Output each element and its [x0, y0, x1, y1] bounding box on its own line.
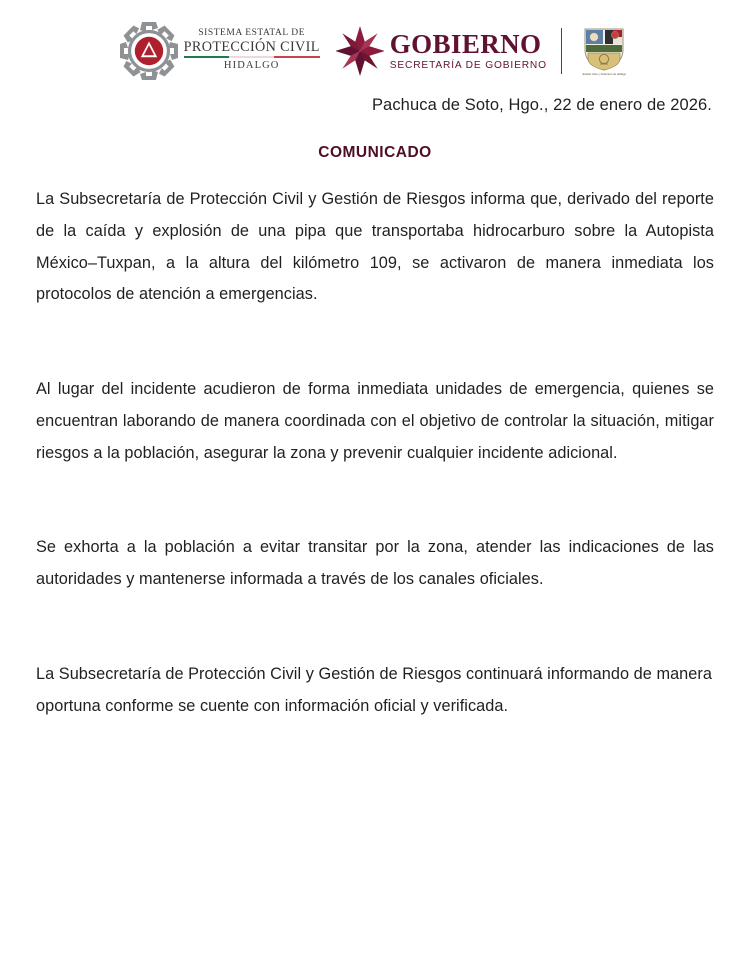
proteccion-civil-greca-triangle-logo-icon	[118, 20, 180, 82]
page-title: COMUNICADO	[318, 144, 432, 161]
proteccion-civil-logo	[118, 20, 320, 82]
logo-group	[118, 20, 633, 82]
gobierno-subtitle: SECRETARÍA DE GOBIERNO	[389, 59, 547, 71]
vertical-divider-icon	[561, 28, 562, 74]
gobierno-eight-point-star-logo-icon	[336, 25, 384, 77]
paragraph-2: Al lugar del incidente acudieron de forma inmediata unidades de emergencia, quienes se encuentran laborando de manera coordinada con el objetivo de controlar la situación, mitigar riesgos a la población, asegurar la zona y prevenir cualquier incidente adicional.	[36, 380, 714, 462]
gobierno-wordmark	[389, 28, 547, 71]
hidalgo-coat-of-arms-icon	[582, 26, 626, 72]
tricolor-rule	[184, 56, 320, 59]
header-logo-band	[0, 16, 750, 86]
dateline: Pachuca de Soto, Hgo., 22 de enero de 2026.	[371, 96, 712, 114]
paragraph-4: La Subsecretaría de Protección Civil y Gestión de Riesgos continuará informando de manera oportuna conforme se cuente con información oficial y verificada.	[36, 664, 712, 715]
pc-line-1: SISTEMA ESTATAL DE	[198, 27, 306, 38]
pc-line-2: PROTECCIÓN CIVIL	[183, 38, 320, 55]
gobierno-title: GOBIERNO	[389, 28, 542, 59]
gobierno-logo	[336, 25, 547, 77]
hidalgo-coat-of-arms	[576, 26, 632, 76]
paragraph-1: La Subsecretaría de Protección Civil y Gestión de Riesgos informa que, derivado del reporte de la caída y explosión de una pipa que transportaba hidrocarburo sobre la Autopista México–Tuxpan, a la altura del kilómetro 109, se activaron de manera inmediata los protocolos de atención a emergencias.	[36, 190, 714, 304]
paragraph-3: Se exhorta a la población a evitar transitar por la zona, atender las indicaciones de las autoridades y mantenerse informada a través de los canales oficiales.	[36, 538, 714, 589]
document-body	[36, 96, 714, 722]
proteccion-civil-wordmark	[184, 29, 320, 73]
coat-of-arms-caption: Estado Libre y Soberano de Hidalgo	[582, 72, 626, 76]
pc-line-3: HIDALGO	[223, 59, 280, 71]
